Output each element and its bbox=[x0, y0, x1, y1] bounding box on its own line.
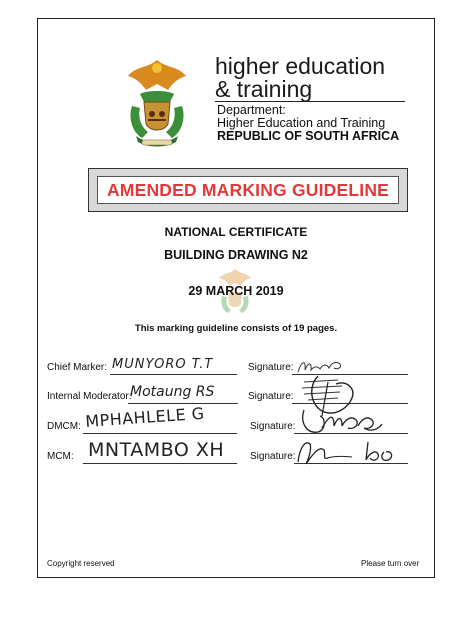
chief-marker-signature-label: Signature: bbox=[248, 362, 294, 373]
dmcm-line bbox=[83, 433, 237, 434]
brand-divider bbox=[215, 101, 405, 102]
amended-banner bbox=[88, 168, 408, 212]
certificate-title: NATIONAL CERTIFICATE bbox=[164, 225, 308, 239]
banner-title: AMENDED MARKING GUIDELINE bbox=[106, 179, 390, 200]
brand-title-line2: & training bbox=[215, 76, 313, 102]
dmcm-name: MPHAHLELE G bbox=[84, 403, 206, 431]
dmcm-signature bbox=[296, 404, 386, 440]
mcm-name: MNTAMBO XH bbox=[88, 439, 225, 461]
brand-title-line1: higher education bbox=[215, 53, 386, 79]
page-count-note: This marking guideline consists of 19 pages. bbox=[134, 323, 338, 334]
department-label: Department: bbox=[217, 103, 286, 117]
mcm-line bbox=[83, 463, 237, 464]
banner-inner-box bbox=[97, 176, 399, 204]
subject-title: BUILDING DRAWING N2 bbox=[164, 248, 308, 262]
dmcm-label: DMCM: bbox=[47, 421, 81, 432]
chief-marker-line bbox=[110, 374, 237, 375]
exam-date: 29 MARCH 2019 bbox=[188, 284, 284, 298]
turn-over-notice: Please turn over bbox=[361, 559, 420, 568]
mcm-label: MCM: bbox=[47, 451, 74, 462]
department-name: Higher Education and Training bbox=[217, 116, 386, 130]
chief-marker-label: Chief Marker: bbox=[47, 362, 108, 373]
mcm-signature bbox=[292, 436, 404, 468]
copyright-notice: Copyright reserved bbox=[47, 559, 115, 568]
dmcm-signature-label: Signature: bbox=[250, 421, 296, 432]
coat-of-arms-emblem bbox=[118, 54, 196, 150]
internal-moderator-label: Internal Moderator: bbox=[47, 391, 132, 402]
country-name: REPUBLIC OF SOUTH AFRICA bbox=[217, 129, 400, 143]
internal-moderator-name: Motaung RS bbox=[130, 384, 215, 400]
chief-marker-name: MUNYORO T.T bbox=[112, 357, 214, 372]
internal-moderator-signature-label: Signature: bbox=[248, 391, 294, 402]
internal-moderator-line bbox=[128, 403, 238, 404]
mcm-signature-label: Signature: bbox=[250, 451, 296, 462]
